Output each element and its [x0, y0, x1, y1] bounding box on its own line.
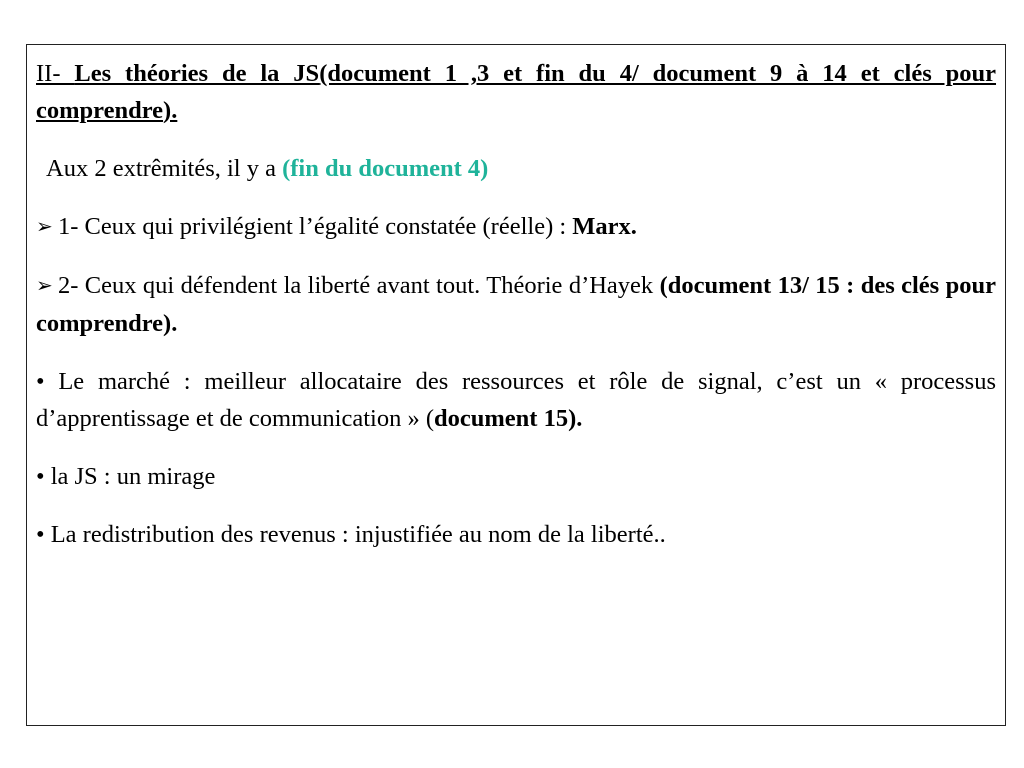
point-2-text: 2- Ceux qui défendent la liberté avant tout. Théorie d’Hayek	[58, 272, 660, 299]
point-2-open: (	[659, 272, 668, 299]
point-1	[36, 208, 996, 246]
point-2-close: ).	[163, 310, 178, 337]
heading-references: (document 1 ,3 et fin du 4/ document 9 à 14 et clés pour comprendre	[36, 60, 997, 124]
intro-highlight: (fin du document 4)	[282, 155, 489, 182]
point-1-bold: Marx.	[572, 213, 637, 240]
heading-prefix: II-	[36, 60, 75, 87]
bullet-market	[36, 363, 996, 437]
point-2	[36, 267, 996, 342]
bullet-js-mirage-text: • la JS : un mirage	[36, 463, 216, 490]
heading-title: Les théories de la JS	[74, 60, 320, 87]
point-1-text: 1- Ceux qui privilégient l’égalité constatée (réelle) :	[58, 213, 573, 240]
heading-close: ).	[163, 97, 178, 124]
bullet-js-mirage	[36, 458, 996, 495]
bullet-redistribution-text: • La redistribution des revenus : injustifiée au nom de la liberté..	[36, 521, 666, 548]
arrow-bullet-icon: ➢	[36, 214, 53, 238]
intro-text: Aux 2 extrêmités, il y a	[46, 155, 283, 182]
slide-content	[36, 55, 996, 574]
section-heading	[36, 55, 996, 129]
point-2-bold: document 13/ 15 : des clés pour comprendre	[36, 272, 996, 337]
arrow-bullet-icon: ➢	[36, 273, 53, 297]
bullet-market-bold: document 15).	[434, 405, 583, 432]
intro-line	[36, 150, 996, 187]
bullet-redistribution	[36, 516, 996, 553]
bullet-market-text: • Le marché : meilleur allocataire des ressources et rôle de signal, c’est un « processus d’apprentissage et de communication » (	[36, 368, 996, 432]
